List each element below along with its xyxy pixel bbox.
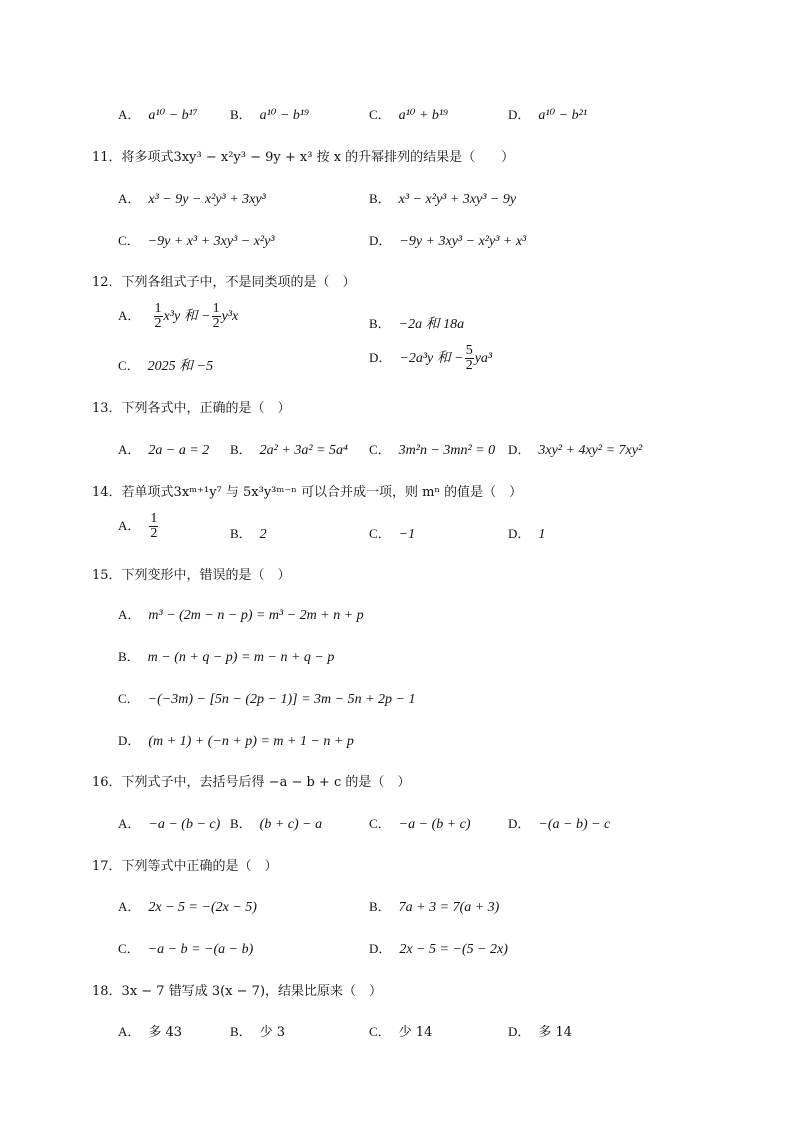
q18-option-c[interactable]: C． 少 14 bbox=[369, 1024, 433, 1040]
q12-stem: 12．下列各组式子中，不是同类项的是（ ） bbox=[92, 275, 356, 290]
q16-option-d[interactable]: D． −(a − b) − c bbox=[508, 816, 611, 832]
q10-option-b[interactable]: B． a¹⁰ − b¹⁹ bbox=[230, 107, 309, 123]
q17-option-b[interactable]: B． 7a + 3 = 7(a + 3) bbox=[369, 899, 500, 915]
q15-option-c[interactable]: C． −(−3m) − [5n − (2p − 1)] = 3m − 5n + 2p − 1 bbox=[118, 691, 416, 707]
q13-stem: 13．下列各式中，正确的是（ ） bbox=[92, 401, 291, 416]
q11-option-c[interactable]: C． −9y + x³ + 3xy³ − x²y³ bbox=[118, 233, 275, 249]
q12-option-b[interactable]: B． −2a 和 18a bbox=[369, 316, 465, 332]
q12-option-c[interactable]: C． 2025 和 −5 bbox=[118, 358, 214, 374]
q16-option-c[interactable]: C． −a − (b + c) bbox=[369, 816, 471, 832]
q13-option-b[interactable]: B． 2a² + 3a² = 5a⁴ bbox=[230, 442, 348, 458]
q10-option-a[interactable]: A． a¹⁰ − b¹⁷ bbox=[118, 107, 198, 123]
q13-option-c[interactable]: C． 3m²n − 3mn² = 0 bbox=[369, 442, 496, 458]
fraction: $\frac{5}{2}$ bbox=[465, 343, 473, 373]
q14-option-b[interactable]: B． 2 bbox=[230, 526, 267, 542]
fraction: $\frac{1}{2}$ bbox=[212, 301, 220, 331]
q10-option-c[interactable]: C． a¹⁰ + b¹⁹ bbox=[369, 107, 448, 123]
q13-option-a[interactable]: A． 2a − a = 2 bbox=[118, 442, 210, 458]
q14-option-a[interactable]: A． $\frac{1}{2}$ bbox=[118, 511, 158, 541]
q15-stem: 15．下列变形中，错误的是（ ） bbox=[92, 568, 291, 583]
q11-option-b[interactable]: B． x³ − x²y³ + 3xy³ − 9y bbox=[369, 191, 517, 207]
q12-option-a[interactable]: A． $\frac{1}{2}$ x³y 和 − $\frac{1}{2}$ y³x bbox=[118, 301, 239, 331]
fraction: $\frac{1}{2}$ bbox=[150, 511, 158, 541]
q13-option-d[interactable]: D． 3xy² + 4xy² = 7xy² bbox=[508, 442, 643, 458]
q17-stem: 17．下列等式中正确的是（ ） bbox=[92, 859, 278, 874]
q17-option-c[interactable]: C． −a − b = −(a − b) bbox=[118, 941, 254, 957]
q16-option-b[interactable]: B． (b + c) − a bbox=[230, 816, 323, 832]
q14-stem: 14．若单项式3xᵐ⁺¹y⁷ 与 5x³y³ᵐ⁻ⁿ 可以合并成一项，则 mⁿ 的值是（ ） bbox=[92, 485, 523, 500]
q12-option-d[interactable]: D． −2a³y 和 − $\frac{5}{2}$ ya³ bbox=[369, 343, 493, 373]
q18-option-b[interactable]: B． 少 3 bbox=[230, 1024, 286, 1040]
q14-option-c[interactable]: C． −1 bbox=[369, 526, 416, 542]
q11-stem: 11．将多项式3xy³ − x²y³ − 9y + x³ 按 x 的升幂排列的结果是（ ） bbox=[92, 150, 515, 165]
q11-option-d[interactable]: D． −9y + 3xy³ − x²y³ + x³ bbox=[369, 233, 527, 249]
q18-option-a[interactable]: A． 多 43 bbox=[118, 1024, 183, 1040]
q14-option-d[interactable]: D． 1 bbox=[508, 526, 546, 542]
fraction: $\frac{1}{2}$ bbox=[154, 301, 162, 331]
q15-option-d[interactable]: D． (m + 1) + (−n + p) = m + 1 − n + p bbox=[118, 733, 354, 749]
q16-stem: 16．下列式子中，去括号后得 −a − b + c 的是（ ） bbox=[92, 775, 411, 790]
q16-option-a[interactable]: A． −a − (b − c) bbox=[118, 816, 221, 832]
q15-option-b[interactable]: B． m − (n + q − p) = m − n + q − p bbox=[118, 649, 335, 665]
q11-option-a[interactable]: A． x³ − 9y − x²y³ + 3xy³ bbox=[118, 191, 266, 207]
q17-option-a[interactable]: A． 2x − 5 = −(2x − 5) bbox=[118, 899, 257, 915]
q17-option-d[interactable]: D． 2x − 5 = −(5 − 2x) bbox=[369, 941, 508, 957]
q10-option-d[interactable]: D． a¹⁰ − b²¹ bbox=[508, 107, 588, 123]
q18-stem: 18．3x − 7 错写成 3(x − 7)，结果比原来（ ） bbox=[92, 984, 383, 999]
q18-option-d[interactable]: D． 多 14 bbox=[508, 1024, 573, 1040]
q15-option-a[interactable]: A． m³ − (2m − n − p) = m³ − 2m + n + p bbox=[118, 607, 364, 623]
